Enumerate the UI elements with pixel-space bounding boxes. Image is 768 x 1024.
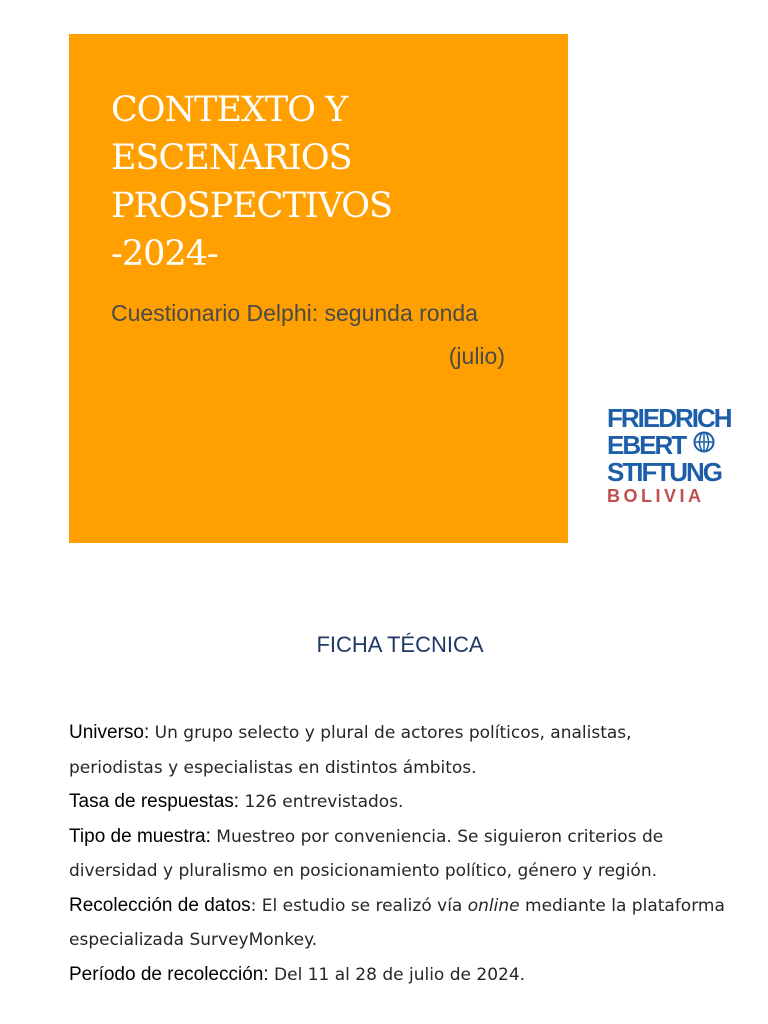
cover-month: (julio) xyxy=(448,343,505,369)
field-value: 126 entrevistados. xyxy=(239,792,404,812)
logo-line-ebert: EBERT xyxy=(607,430,686,460)
field-muestra xyxy=(69,820,729,889)
cover-title-line-1: CONTEXTO Y xyxy=(111,90,348,130)
field-label: Universo: xyxy=(69,722,150,743)
field-label: Período de recolección: xyxy=(69,963,269,985)
field-tasa xyxy=(69,785,729,820)
field-universo xyxy=(69,716,729,785)
logo-line-stiftung: STIFTUNG xyxy=(607,457,721,487)
technical-sheet xyxy=(69,716,729,992)
field-label: Tasa de respuestas: xyxy=(69,791,240,812)
cover-title-line-3: PROSPECTIVOS xyxy=(111,186,392,226)
field-recoleccion xyxy=(69,889,729,958)
cover-title xyxy=(111,86,392,278)
field-value: Muestreo por conveniencia. Se siguieron criterios de diversidad y pluralismo en posicionamiento político, género y región. xyxy=(69,826,664,881)
field-value: Un grupo selecto y plural de actores políticos, analistas, periodistas y especialistas en distintos ámbitos. xyxy=(69,723,632,778)
field-periodo xyxy=(69,958,729,993)
cover-subtitle: Cuestionario Delphi: segunda ronda xyxy=(111,300,478,326)
section-title: FICHA TÉCNICA xyxy=(316,632,484,657)
field-value: Del 11 al 28 de julio de 2024. xyxy=(268,964,526,985)
logo-line-bolivia: BOLIVIA xyxy=(607,486,705,506)
field-value: : El estudio se realizó vía xyxy=(250,895,468,916)
field-label: Tipo de muestra: xyxy=(69,825,211,847)
fes-logo xyxy=(607,405,742,507)
cover-title-line-2: ESCENARIOS xyxy=(111,138,352,178)
field-label: Recolección de datos xyxy=(69,894,251,916)
logo-line-friedrich: FRIEDRICH xyxy=(607,403,731,433)
field-value: mediante la plataforma especializada SurveyMonkey. xyxy=(69,895,725,950)
cover-block xyxy=(69,34,568,543)
globe-icon xyxy=(693,431,715,453)
field-value-emphasis: online xyxy=(467,895,520,916)
cover-title-line-4: -2024- xyxy=(111,234,218,274)
